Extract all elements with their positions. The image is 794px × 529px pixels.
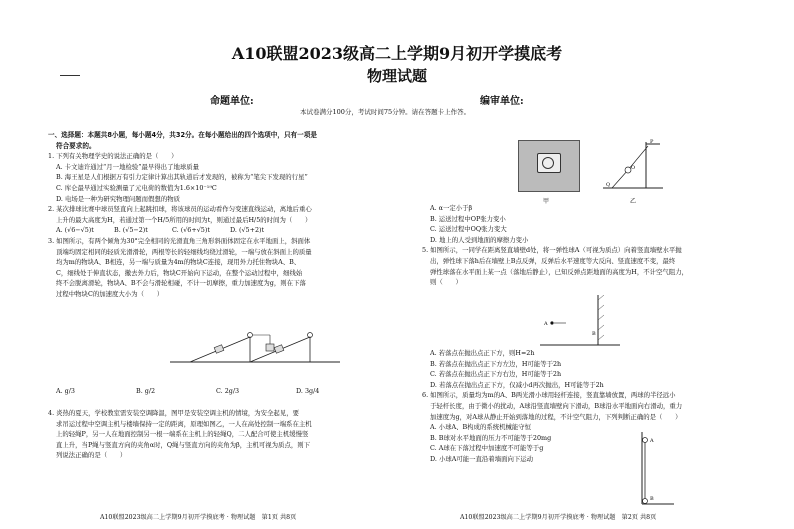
q3-option-d: D. 3g/4 — [296, 387, 320, 395]
q6-line: 6. 如图所示，质量均为m的A、B两光滑小球用轻杆连接，竖直靠墙放置，两球的半径远小 — [422, 391, 676, 400]
q5-line: 出，弹性球下落h后在墙壁上B点反弹，反弹后水平速度等大反向、竖直速度不变，最终 — [430, 256, 676, 265]
q6-rod-figure — [636, 430, 676, 510]
q4-line: 4. 炎热的夏天，学校教室需安装空调降温，图甲是安装空调主机的情境，为安全起见，要 — [48, 409, 299, 417]
label-b: B — [650, 496, 654, 502]
q4-block — [48, 408, 393, 461]
q6-option-c: C. A球在下落过程中加速度不可能等于g — [430, 444, 544, 453]
q4-line: 上的轻绳P，另一人在地面控制另一根一端系在主机上的轻绳Q，二人配合可使主机缓慢竖 — [56, 430, 309, 439]
q4-option-c: C. 运送过程中OQ张力变大 — [430, 225, 507, 234]
q6-line: 加速度为g，对A球从静止开始到落地的过程，不计空气阻力，下列判断正确的是（ ） — [430, 412, 682, 421]
q3-line: 顶端均固定相同的轻质光滑滑轮，两根等长的轻细线均绕过滑轮，一端与放在斜面上的质量 — [56, 247, 312, 256]
q5-option-d: D. 若落点在抛出点正下方，仅减小d再次抛出，H可能等于2h — [430, 380, 604, 389]
proposer-label: 命题单位: — [210, 96, 254, 107]
q3-option-b: B. g/2 — [136, 387, 156, 395]
q2-option-c: C. (√6+√5)t — [172, 226, 210, 235]
q6-line: 于轻杆长度，由于微小的扰动，A球沿竖直墙壁向下滑动，B球沿水平地面向右滑动，重力 — [430, 401, 683, 410]
q5-q6-block — [422, 348, 772, 465]
q1-option-a: A. 卡文迪许通过“月一地检验”最早得出了地球质量 — [56, 162, 200, 171]
page-footer-left: A10联盟2023级高二上学期9月初开学摸底考 · 物理试题 第1页 共8页 — [100, 514, 297, 521]
q4-option-d: D. 地上的人受到地面的摩擦力变小 — [430, 235, 529, 244]
q3-line: C，细线处于伸直状态，撤去外力后，物块C开始向下运动，在整个运动过程中，细线始 — [56, 268, 303, 277]
q3-line: 均为m的物块A、B相连，另一端与质量为4m的物块C连接，现用外力托住物块A、B、 — [56, 258, 301, 267]
reviewer-label: 编审单位: — [480, 96, 524, 107]
fig-label-yi: 乙 — [630, 198, 637, 205]
left-column — [48, 130, 393, 300]
q2-line-1: 2. 某次排球比赛中球员竖直向上起跳扣球，将该球员的运动看作匀变速直线运动，离地后重心 — [48, 205, 312, 214]
q5-line: 弹性球落在水平面上某一点（落地后静止），已知反弹点距地面的高度为H，不计空气阻力， — [430, 267, 688, 276]
label-b: B — [592, 331, 596, 337]
q2-option-b: B. (√5−2)t — [114, 226, 148, 235]
exam-title: A10联盟2023级高二上学期9月初开学摸底考 — [231, 44, 563, 63]
q3-line: 3. 如图所示，有两个倾角为30°完全相同的光滑直角三角形斜面体固定在水平地面上，斜面体 — [48, 236, 311, 245]
q5-line: 则（ ） — [430, 278, 462, 287]
label-o: O — [631, 165, 636, 171]
q6-option-a: A. 小球A、B构成的系统机械能守恒 — [430, 423, 532, 432]
exam-note: 本试卷满分100分，考试时间75分钟。请在答题卡上作答。 — [300, 108, 471, 116]
q1-option-b: B. 海王星是人们根据万有引力定律计算出其轨道后才发现的，被称为“笔尖下发现的行星” — [56, 173, 308, 182]
exam-subtitle: 物理试题 — [366, 67, 427, 85]
section-heading-2: 符合要求的。 — [56, 141, 96, 150]
q3-options — [48, 386, 393, 397]
aircon-photo — [518, 140, 580, 192]
q3-line: 终不会脱离滑轮，物块A、B不会与滑轮相碰，不计一切摩擦，重力加速度为g，则在下落 — [56, 279, 306, 288]
q2-option-d: D. (√5+2)t — [230, 226, 265, 235]
label-q: Q — [606, 182, 611, 188]
q1-stem: 1. 下列有关物理学史的说法正确的是（ ） — [48, 152, 178, 161]
q2-options — [48, 225, 393, 236]
q4-option-b: B. 运送过程中OP张力变小 — [430, 214, 506, 223]
q3-option-a: A. g/3 — [56, 387, 75, 395]
q6-option-b: B. B球对水平地面的压力不可能等于20mg — [430, 433, 552, 442]
q3-incline-figure — [170, 322, 340, 367]
q5-option-c: C. 若落点在抛出点正下方右边，H可能等于2h — [430, 370, 562, 379]
q4-option-a: A. α一定小于β — [430, 204, 473, 212]
q4-line: 求吊运过程中空调主机与楼墙保持一定的距离，原理如图乙，一人在高处控制一端系在主机 — [56, 419, 312, 428]
q4-line: 直上升，当P绳与竖直方向的夹角α时，Q绳与竖直方向的夹角为β，主机可视为质点，则下 — [56, 440, 311, 449]
q5-option-b: B. 若落点在抛出点正下方左边，H可能等于2h — [430, 359, 562, 368]
q4-line: 列说法正确的是（ ） — [56, 451, 127, 460]
label-p: P — [650, 139, 654, 145]
q5-wall-figure — [540, 295, 630, 347]
right-column — [422, 203, 772, 288]
q6-option-d: D. 小球A可能一直沿着墙面向下运动 — [430, 454, 534, 463]
label-a: A — [650, 438, 654, 444]
q5-option-a: A. 若落点在抛出点正下方，则H=2h — [430, 349, 535, 357]
q1-option-d: D. 电场是一种为研究物理问题而假想的物质 — [56, 194, 180, 203]
fig-label-jia: 甲 — [543, 198, 550, 205]
q3-option-c: C. 2g/3 — [216, 387, 240, 395]
section-heading: 一、选择题：本题共8小题，每小题4分，共32分。在每小题给出的四个选项中，只有一项是 — [48, 131, 317, 139]
q1-option-c: C. 库仑最早通过实验测量了元电荷的数值为1.6×10⁻¹⁹C — [56, 183, 217, 192]
q3-line: 过程中物块C的加速度大小为（ ） — [56, 289, 164, 298]
q4-rope-diagram — [598, 138, 668, 194]
page-footer-right: A10联盟2023级高二上学期9月初开学摸底考 · 物理试题 第2页 共8页 — [460, 514, 657, 521]
q2-option-a: A. (√6−√5)t — [56, 226, 94, 235]
q5-line: 5. 如图所示，一同学在距离竖直墙壁d处，将一弹性球A（可视为质点）向着竖直墙壁水平抛 — [422, 246, 682, 255]
q2-line-2: 上升的最大高度为H，若通过第一个H/5所用的时间为t，则通过最后H/5的时间为（ ） — [56, 215, 312, 224]
label-a: A — [544, 321, 548, 327]
